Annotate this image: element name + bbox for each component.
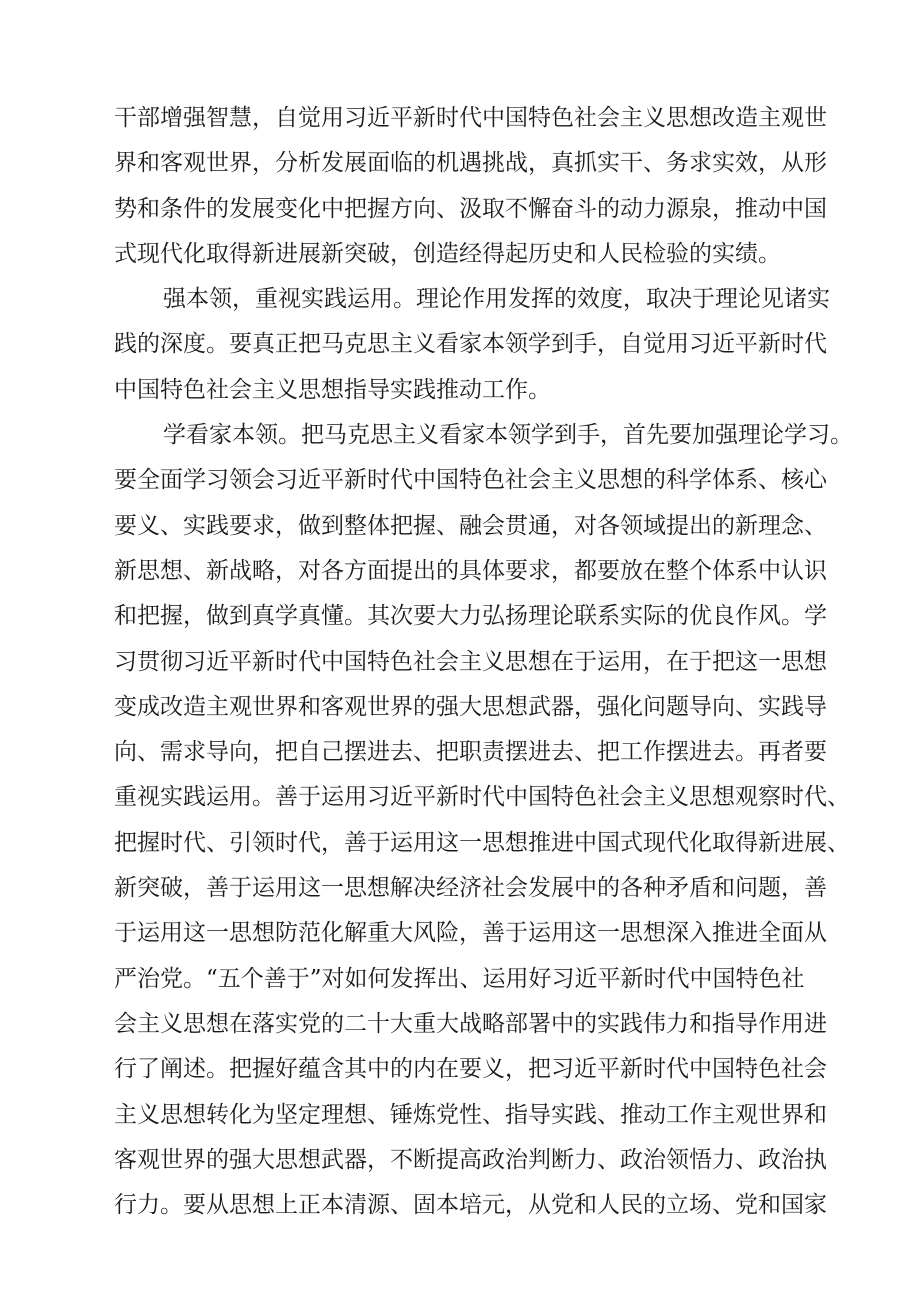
text-line: 新突破，善于运用这一思想解决经济社会发展中的各种矛盾和问题，善 — [114, 875, 827, 902]
text-line: 严治党。“五个善于”对如何发挥出、运用好习近平新时代中国特色社 — [114, 965, 805, 992]
text-line: 向、需求导向，把自己摆进去、把职责摆进去、把工作摆进去。再者要 — [114, 739, 827, 766]
text-line: 式现代化取得新进展新突破，创造经得起历史和人民检验的实绩。 — [114, 240, 781, 267]
text-line: 重视实践运用。善于运用习近平新时代中国特色社会主义思想观察时代、 — [114, 784, 850, 811]
text-line: 行了阐述。把握好蕴含其中的内在要义，把习近平新时代中国特色社会 — [114, 1056, 827, 1083]
text-line: 习贯彻习近平新时代中国特色社会主义思想在于运用，在于把这一思想 — [114, 648, 827, 675]
text-line: 践的深度。要真正把马克思主义看家本领学到手，自觉用习近平新时代 — [114, 331, 827, 358]
text-line: 行力。要从思想上正本清源、固本培元，从党和人民的立场、党和国家 — [114, 1192, 827, 1219]
text-line: 势和条件的发展变化中把握方向、汲取不懈奋斗的动力源泉，推动中国 — [114, 195, 827, 222]
text-line: 客观世界的强大思想武器，不断提高政治判断力、政治领悟力、政治执 — [114, 1146, 827, 1173]
text-line: 于运用这一思想防范化解重大风险，善于运用这一思想深入推进全面从 — [114, 920, 827, 947]
text-line: 要全面学习领会习近平新时代中国特色社会主义思想的科学体系、核心 — [114, 467, 827, 494]
text-line: 干部增强智慧，自觉用习近平新时代中国特色社会主义思想改造主观世 — [114, 105, 827, 131]
text-line: 要义、实践要求，做到整体把握、融会贯通，对各领域提出的新理念、 — [114, 512, 827, 539]
text-line: 会主义思想在落实党的二十大重大战略部署中的实践伟力和指导作用进 — [114, 1010, 827, 1037]
text-line: 和把握，做到真学真懂。其次要大力弘扬理论联系实际的优良作风。学 — [114, 603, 827, 630]
text-line: 把握时代、引领时代，善于运用这一思想推进中国式现代化取得新进展、 — [114, 829, 850, 856]
body-text — [114, 96, 854, 1228]
text-line: 新思想、新战略，对各方面提出的具体要求，都要放在整个体系中认识 — [114, 557, 827, 584]
text-line: 界和客观世界，分析发展面临的机遇挑战，真抓实干、务求实效，从形 — [114, 150, 827, 177]
text-line: 主义思想转化为坚定理想、锤炼党性、指导实践、推动工作主观世界和 — [114, 1101, 827, 1128]
text-line: 变成改造主观世界和客观世界的强大思想武器，强化问题导向、实践导 — [114, 693, 827, 720]
paragraph-first-line: 学看家本领。把马克思主义看家本领学到手，首先要加强理论学习。 — [163, 422, 853, 449]
paragraph-first-line: 强本领，重视实践运用。理论作用发挥的效度，取决于理论见诸实 — [163, 286, 830, 313]
text-line: 中国特色社会主义思想指导实践推动工作。 — [114, 376, 551, 403]
